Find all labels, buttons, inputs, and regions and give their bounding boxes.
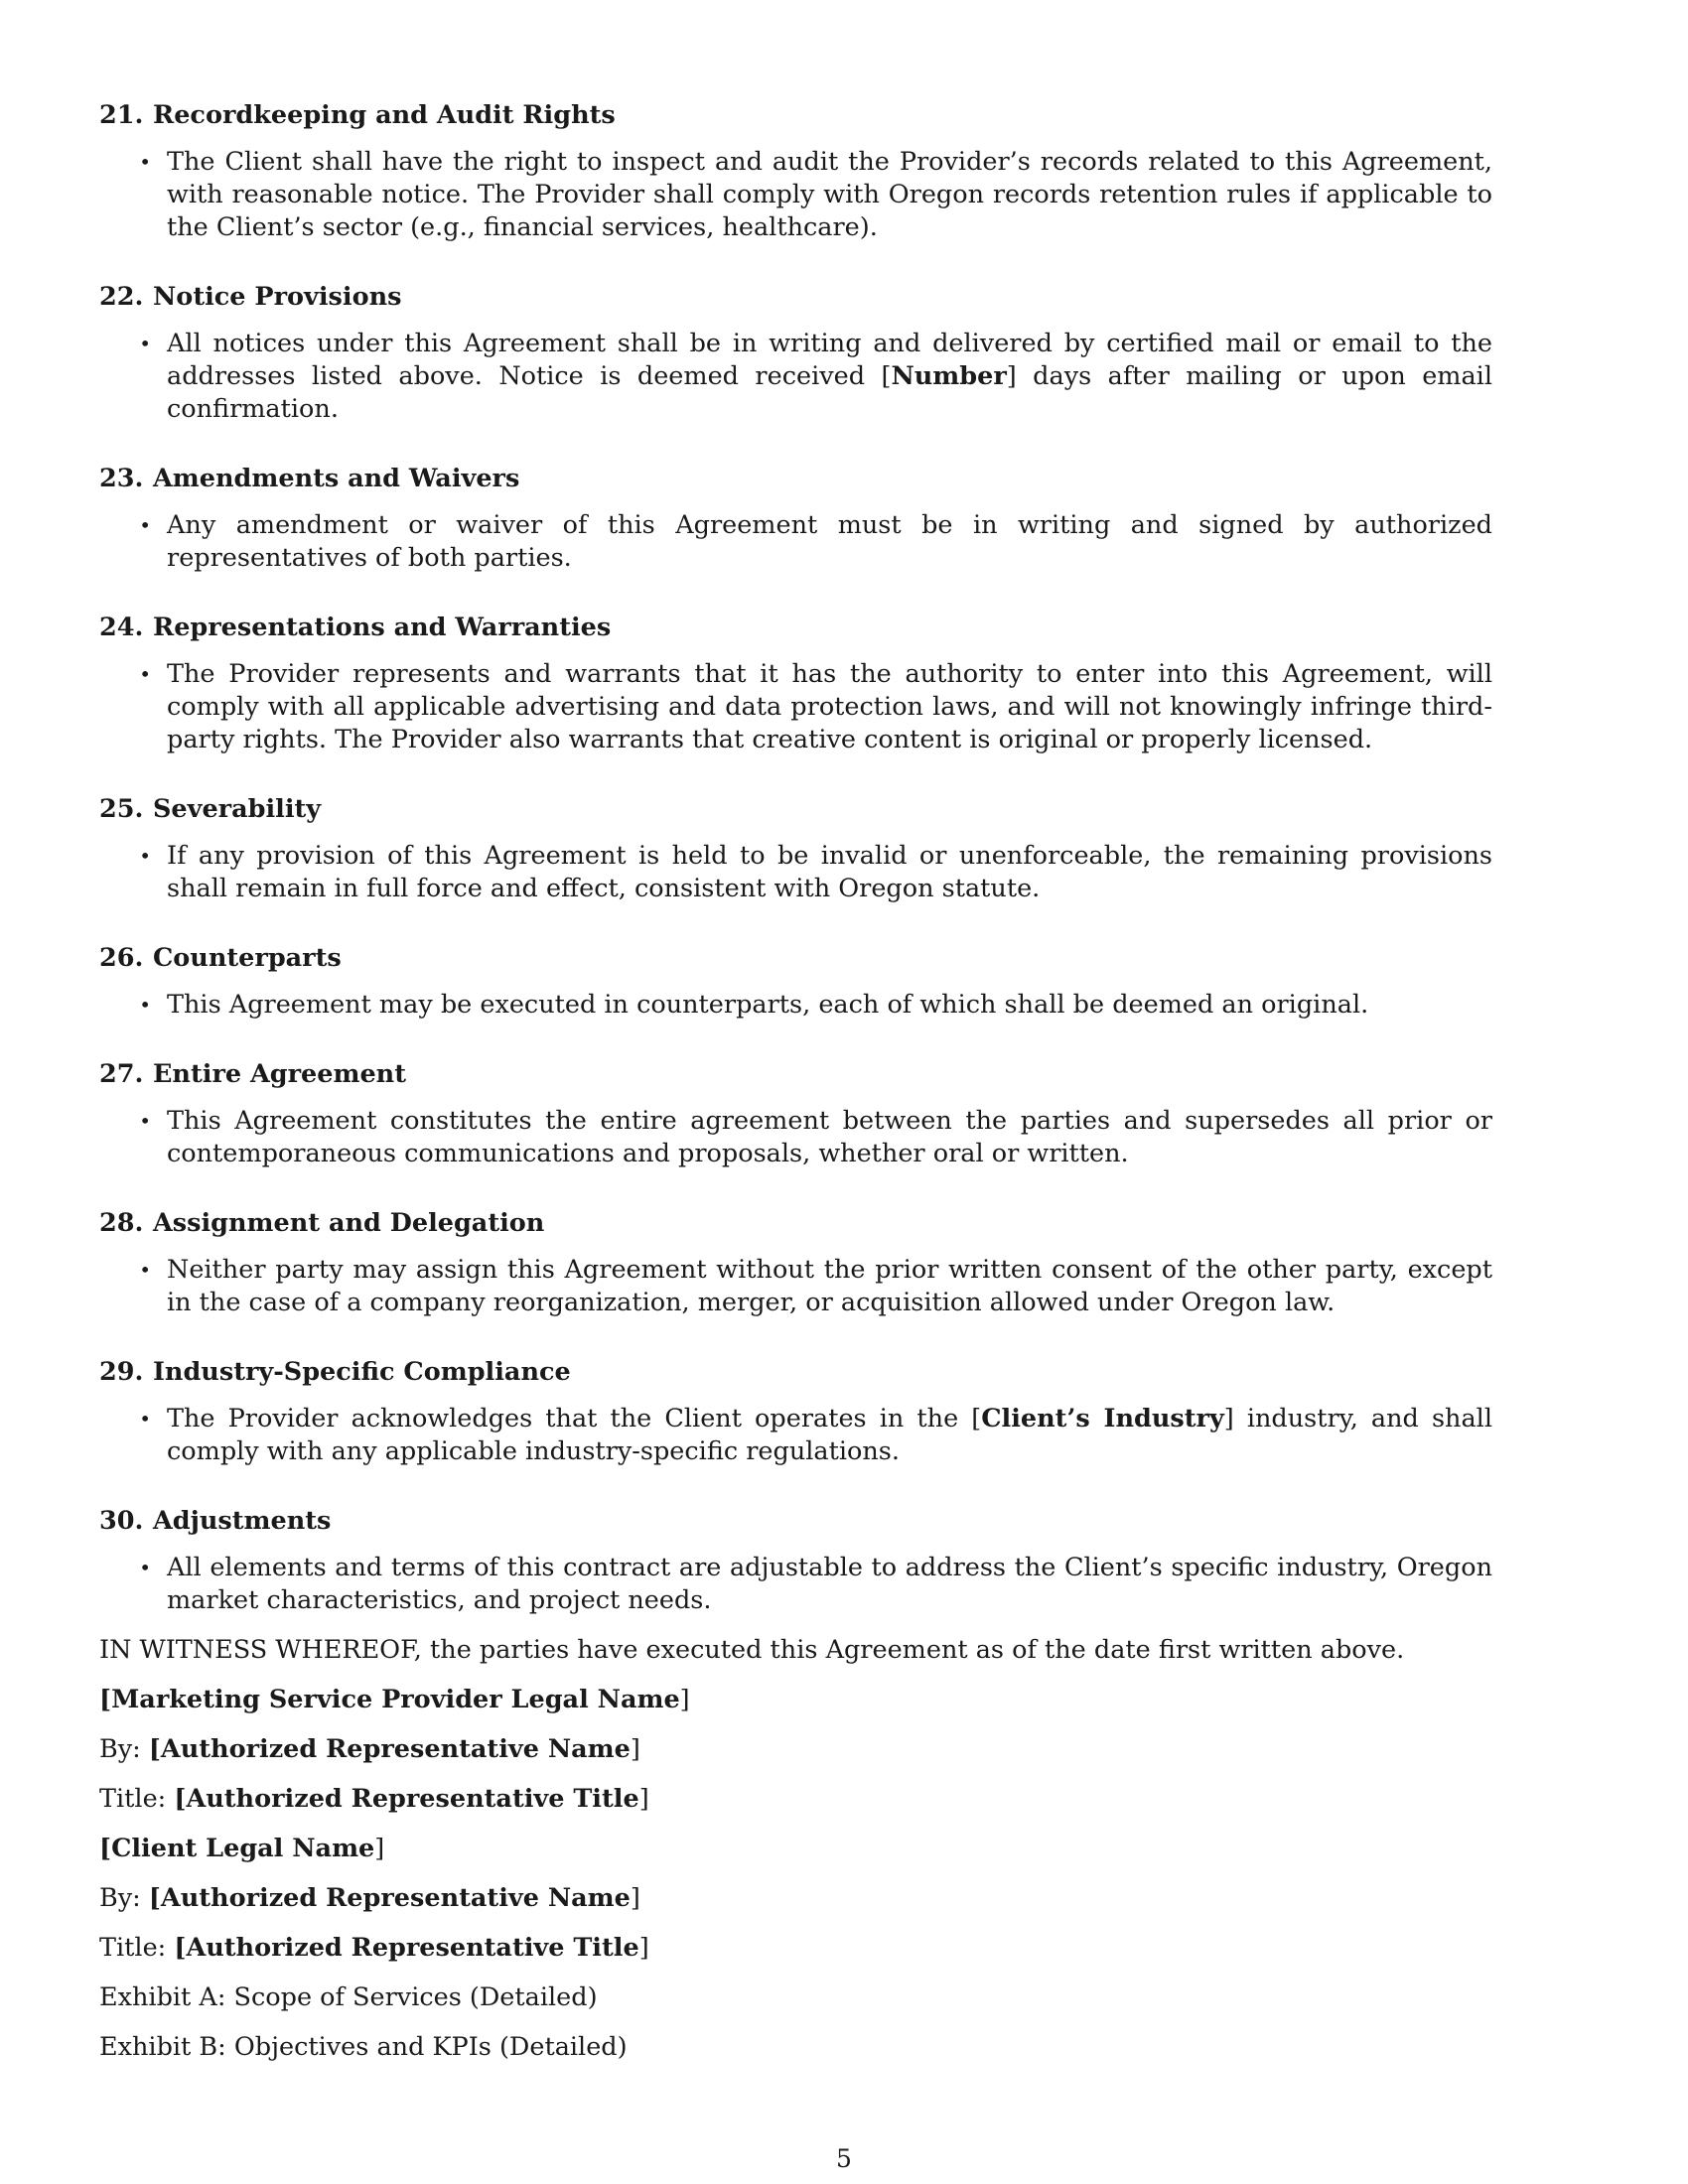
section-23 bbox=[99, 463, 1589, 575]
document-page bbox=[99, 99, 1589, 2081]
bracket: [ bbox=[174, 1933, 187, 1963]
section-text: The Provider represents and warrants that it has the authority to enter into this Agreement, will comply with all applicable advertising and data protection laws, and will not knowingly infringe third-party rights. The Provider also warrants that creative content is original or properly licensed. bbox=[167, 659, 1492, 754]
section-number: 26. bbox=[99, 943, 144, 973]
bracket: ] bbox=[374, 1834, 385, 1863]
bracket: [ bbox=[148, 1734, 161, 1764]
section-text: Neither party may assign this Agreement without the prior written consent of the other party, except in the case of a company reorganization, merger, or acquisition allowed under Oregon law. bbox=[167, 1255, 1492, 1317]
section-30 bbox=[99, 1505, 1589, 1617]
rep-name-placeholder: Authorized Representative Name bbox=[160, 1734, 631, 1764]
exhibit-a: Exhibit A: Scope of Services (Detailed) bbox=[99, 1982, 598, 2012]
text-part: ] days after mailing or upon email confirmation. bbox=[167, 361, 1492, 424]
client-title-line bbox=[99, 1932, 1589, 1965]
bracket: [ bbox=[99, 1685, 112, 1714]
section-title: Representations and Warranties bbox=[153, 613, 612, 642]
placeholder-number: Number bbox=[891, 361, 1007, 391]
text-part: ] industry, and shall comply with any applicable industry-specific regulations. bbox=[167, 1404, 1492, 1466]
section-title: Industry-Specific Compliance bbox=[153, 1357, 571, 1387]
client-by-line bbox=[99, 1882, 1589, 1915]
provider-legal-name bbox=[99, 1684, 1589, 1716]
section-text bbox=[167, 1403, 1589, 1468]
section-heading bbox=[99, 1356, 1589, 1389]
section-heading bbox=[99, 1058, 1589, 1091]
section-22 bbox=[99, 281, 1589, 426]
bullet-icon: • bbox=[139, 150, 151, 174]
bracket: ] bbox=[638, 1933, 649, 1963]
section-25 bbox=[99, 793, 1589, 905]
list-item bbox=[99, 509, 1589, 575]
section-28 bbox=[99, 1207, 1589, 1319]
bullet-icon: • bbox=[139, 1407, 151, 1431]
section-number: 27. bbox=[99, 1059, 144, 1089]
provider-by-line bbox=[99, 1733, 1589, 1766]
section-heading bbox=[99, 612, 1589, 644]
section-24 bbox=[99, 612, 1589, 756]
exhibit-b: Exhibit B: Objectives and KPIs (Detailed) bbox=[99, 2032, 628, 2062]
section-heading bbox=[99, 99, 1589, 132]
by-label: By: bbox=[99, 1734, 149, 1764]
rep-title-placeholder: Authorized Representative Title bbox=[186, 1784, 639, 1814]
section-number: 28. bbox=[99, 1208, 144, 1238]
bracket: ] bbox=[679, 1685, 690, 1714]
section-text: This Agreement may be executed in counterparts, each of which shall be deemed an original. bbox=[167, 990, 1369, 1020]
section-26 bbox=[99, 942, 1589, 1022]
list-item bbox=[99, 1254, 1589, 1319]
bracket: [ bbox=[148, 1883, 161, 1913]
page-number: 5 bbox=[836, 2144, 852, 2173]
section-heading bbox=[99, 1505, 1589, 1538]
section-heading bbox=[99, 281, 1589, 314]
section-title: Assignment and Delegation bbox=[153, 1208, 545, 1238]
rep-title-placeholder: Authorized Representative Title bbox=[186, 1933, 639, 1963]
list-item bbox=[99, 1552, 1589, 1617]
section-title: Amendments and Waivers bbox=[153, 464, 520, 493]
section-text: If any provision of this Agreement is held to be invalid or unenforceable, the remaining provisions shall remain in full force and effect, consistent with Oregon statute. bbox=[167, 841, 1492, 903]
section-number: 30. bbox=[99, 1506, 144, 1536]
section-heading bbox=[99, 793, 1589, 826]
section-heading bbox=[99, 1207, 1589, 1240]
bullet-icon: • bbox=[139, 1109, 151, 1133]
witness-statement: IN WITNESS WHEREOF, the parties have executed this Agreement as of the date first written above. bbox=[99, 1635, 1405, 1665]
rep-name-placeholder: Authorized Representative Name bbox=[160, 1883, 631, 1913]
section-text: Any amendment or waiver of this Agreement must be in writing and signed by authorized representatives of both parties. bbox=[167, 510, 1492, 573]
title-label: Title: bbox=[99, 1784, 175, 1814]
bullet-icon: • bbox=[139, 993, 151, 1017]
bullet-icon: • bbox=[139, 844, 151, 868]
bullet-icon: • bbox=[139, 662, 151, 686]
text-part: All notices under this Agreement shall be in writing and delivered by certified mail or email to the addresses listed above. Notice is deemed received [ bbox=[167, 329, 1492, 391]
section-number: 29. bbox=[99, 1357, 144, 1387]
section-title: Recordkeeping and Audit Rights bbox=[153, 100, 616, 130]
client-legal-name bbox=[99, 1833, 1589, 1865]
section-title: Entire Agreement bbox=[153, 1059, 406, 1089]
section-21 bbox=[99, 99, 1589, 244]
list-item bbox=[99, 658, 1589, 756]
by-label: By: bbox=[99, 1883, 149, 1913]
section-27 bbox=[99, 1058, 1589, 1170]
client-name-placeholder: Client Legal Name bbox=[111, 1834, 375, 1863]
text-part: The Provider acknowledges that the Client operates in the [ bbox=[167, 1404, 982, 1433]
section-title: Counterparts bbox=[153, 943, 342, 973]
section-title: Notice Provisions bbox=[153, 282, 402, 312]
section-text: This Agreement constitutes the entire agreement between the parties and supersedes all prior or contemporaneous communications and proposals, whether oral or written. bbox=[167, 1106, 1492, 1168]
section-number: 21. bbox=[99, 100, 144, 130]
list-item bbox=[99, 1403, 1589, 1468]
section-heading bbox=[99, 942, 1589, 975]
section-number: 23. bbox=[99, 464, 144, 493]
section-text bbox=[167, 328, 1589, 426]
placeholder-client-industry: Client’s Industry bbox=[981, 1404, 1224, 1433]
section-29 bbox=[99, 1356, 1589, 1468]
bracket: [ bbox=[99, 1834, 112, 1863]
bracket: ] bbox=[630, 1883, 640, 1913]
bullet-icon: • bbox=[139, 1556, 151, 1579]
bullet-icon: • bbox=[139, 513, 151, 537]
section-number: 24. bbox=[99, 613, 144, 642]
list-item bbox=[99, 989, 1589, 1022]
bullet-icon: • bbox=[139, 1258, 151, 1282]
bracket: ] bbox=[630, 1734, 640, 1764]
section-title: Adjustments bbox=[153, 1506, 332, 1536]
provider-name-placeholder: Marketing Service Provider Legal Name bbox=[111, 1685, 680, 1714]
section-heading bbox=[99, 463, 1589, 495]
provider-title-line bbox=[99, 1783, 1589, 1816]
list-item bbox=[99, 1105, 1589, 1170]
title-label: Title: bbox=[99, 1933, 175, 1963]
bracket: ] bbox=[638, 1784, 649, 1814]
section-text: The Client shall have the right to inspect and audit the Provider’s records related to this Agreement, with reasonable notice. The Provider shall comply with Oregon records retention rules if applicable to the Client’s sector (e.g., financial services, healthcare). bbox=[167, 147, 1492, 242]
list-item bbox=[99, 328, 1589, 426]
section-text: All elements and terms of this contract are adjustable to address the Client’s specific industry, Oregon market characteristics, and project needs. bbox=[167, 1553, 1492, 1615]
section-number: 22. bbox=[99, 282, 144, 312]
list-item bbox=[99, 146, 1589, 244]
bullet-icon: • bbox=[139, 332, 151, 355]
list-item bbox=[99, 840, 1589, 905]
section-number: 25. bbox=[99, 794, 144, 824]
bracket: [ bbox=[174, 1784, 187, 1814]
section-title: Severability bbox=[153, 794, 322, 824]
